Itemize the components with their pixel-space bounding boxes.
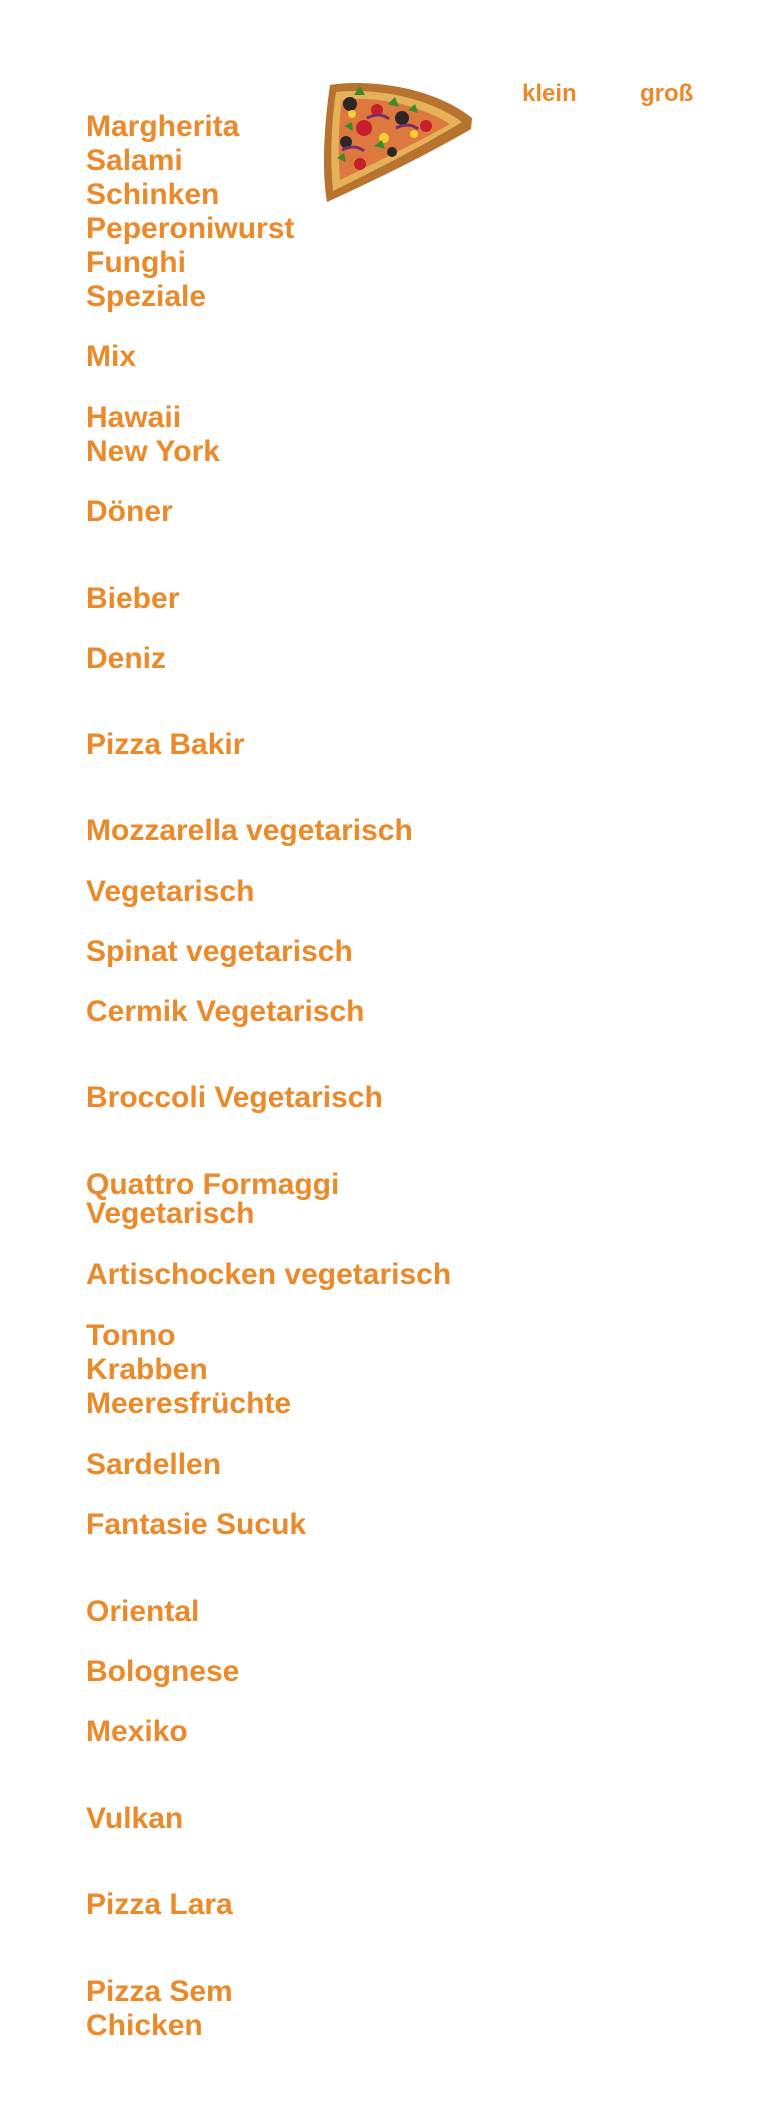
menu-item-chicken: Chicken [86,2009,203,2042]
menu-item-vegetarisch: Vegetarisch [86,875,255,908]
size-header-small: klein [522,80,577,107]
menu-item-mix: Mix [86,340,137,373]
menu-item-mexiko: Mexiko [86,1715,188,1748]
menu-item-new-york: New York [86,435,220,468]
menu-item-artischocken-vegetarisch: Artischocken vegetarisch [86,1258,452,1291]
menu-item-oriental: Oriental [86,1595,200,1628]
menu-item-schinken: Schinken [86,178,220,211]
menu-item-pizza-bakir: Pizza Bakir [86,728,245,761]
menu-item-pizza-lara: Pizza Lara [86,1888,233,1921]
size-header-large: groß [640,80,694,107]
menu-item-pizza-sem: Pizza Sem [86,1975,233,2008]
menu-item-tonno: Tonno [86,1319,176,1352]
menu-item-bieber: Bieber [86,582,180,615]
menu-item-fantasie-sucuk: Fantasie Sucuk [86,1508,307,1541]
menu-item-margherita: Margherita [86,110,240,143]
menu-item-spinat-vegetarisch: Spinat vegetarisch [86,935,353,968]
menu-item-doener: Döner [86,495,173,528]
menu-item-krabben: Krabben [86,1353,208,1386]
menu-item-hawaii: Hawaii [86,401,182,434]
menu-item-meeresfruechte: Meeresfrüchte [86,1387,292,1420]
menu-item-speziale: Speziale [86,280,207,313]
menu-item-salami: Salami [86,144,183,177]
menu-item-mozzarella-vegetarisch: Mozzarella vegetarisch [86,814,413,847]
menu-item-quattro-formaggi-vegetarisch: Quattro Formaggi Vegetarisch [86,1168,340,1230]
menu-item-deniz: Deniz [86,642,167,675]
menu-item-bolognese: Bolognese [86,1655,240,1688]
menu-item-sardellen: Sardellen [86,1448,222,1481]
pizza-slice-image [322,80,476,204]
menu-item-funghi: Funghi [86,246,186,279]
menu-item-peperoniwurst: Peperoniwurst [86,212,295,245]
menu-item-cermik-vegetarisch: Cermik Vegetarisch [86,995,365,1028]
menu-item-broccoli-vegetarisch: Broccoli Vegetarisch [86,1081,383,1114]
menu-item-vulkan: Vulkan [86,1802,184,1835]
